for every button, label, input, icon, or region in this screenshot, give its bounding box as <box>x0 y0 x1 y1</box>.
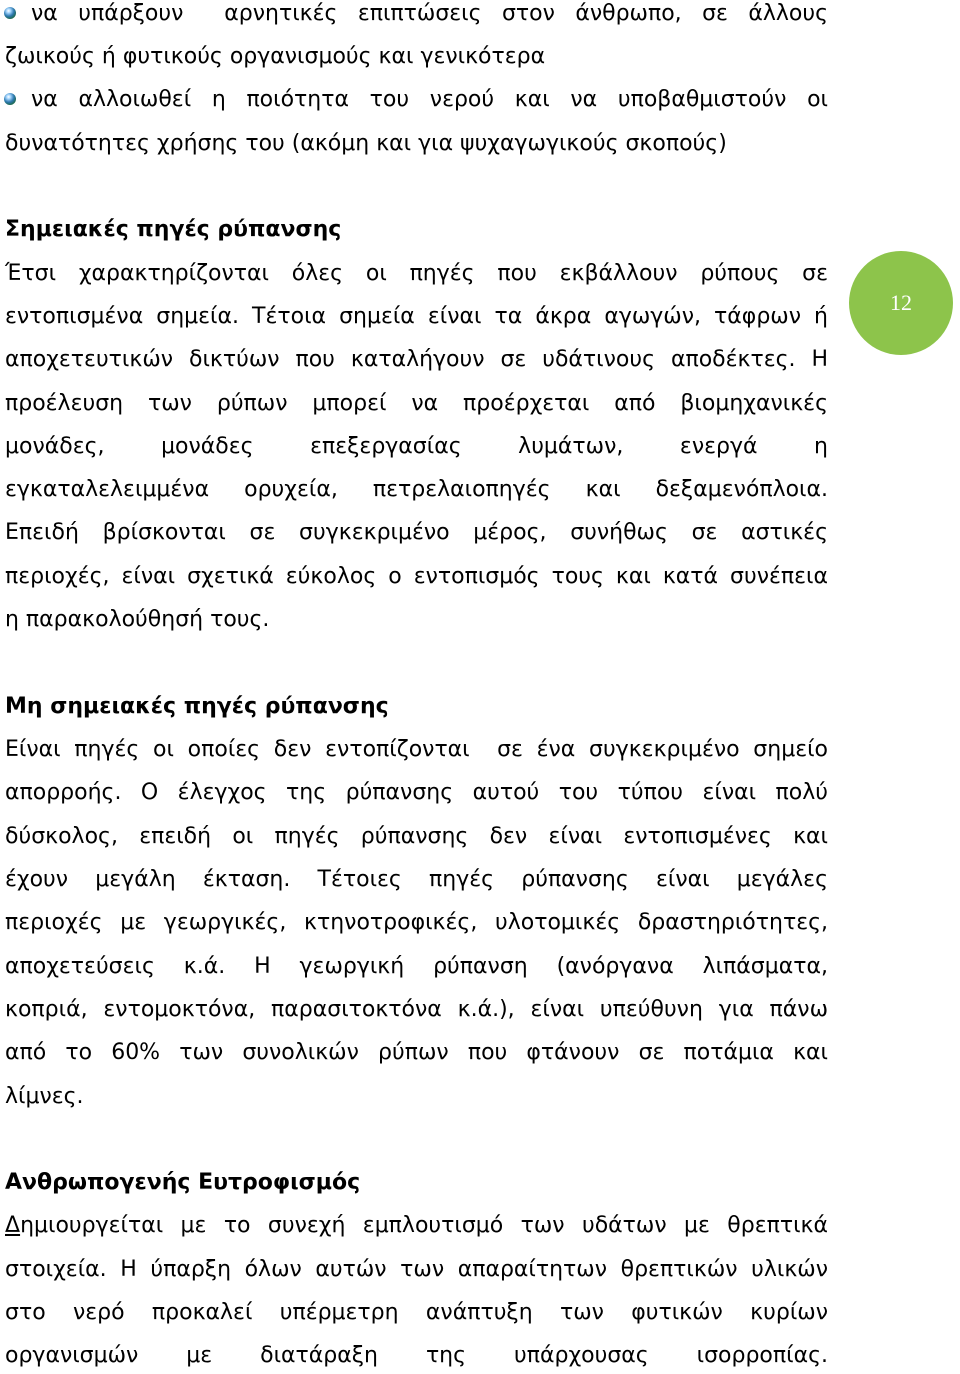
paragraph-line: στοιχεία. Η ύπαρξη όλων αυτών των απαραίτητων θρεπτικών υλικών <box>5 1256 828 1282</box>
section-paragraph-eutrophication <box>5 1204 828 1370</box>
paragraph-line: Επειδή βρίσκονται σε συγκεκριμένο μέρος, συνήθως σε αστικές <box>5 520 828 546</box>
sphere-bullet-icon <box>4 7 16 19</box>
paragraph-line: Δημιουργείται με το συνεχή εμπλουτισμό των υδάτων με θρεπτικά <box>5 1213 828 1239</box>
section-paragraph-non-point-sources <box>5 728 828 1118</box>
paragraph-line: Είναι πηγές οι οποίες δεν εντοπίζονται σε ένα συγκεκριμένο σημείο <box>5 737 828 763</box>
paragraph-line: προέλευση των ρύπων μπορεί να προέρχεται από βιομηχανικές <box>5 390 828 416</box>
page-content <box>5 0 828 1370</box>
bullet-item <box>5 78 828 165</box>
paragraph-line: απορροής. Ο έλεγχος της ρύπανσης αυτού του τύπου είναι πολύ <box>5 780 828 806</box>
page-number-badge <box>849 251 953 355</box>
page-number: 12 <box>890 290 912 315</box>
section-heading-point-sources: Σημειακές πηγές ρύπανσης <box>5 217 342 243</box>
bullet-line <box>5 0 828 35</box>
section-paragraph-point-sources <box>5 252 828 642</box>
paragraph-line: αποχετεύσεις κ.ά. Η γεωργική ρύπανση (ανόργανα λιπάσματα, <box>5 953 828 979</box>
paragraph-line: η παρακολούθησή τους. <box>5 607 270 633</box>
paragraph-line: οργανισμών με διατάραξη της υπάρχουσας ισορροπίας. <box>5 1343 828 1369</box>
bullet-line: ζωικούς ή φυτικούς οργανισμούς και γενικότερα <box>5 44 546 70</box>
paragraph-line: περιοχές με γεωργικές, κτηνοτροφικές, υλοτομικές δραστηριότητες, <box>5 910 828 936</box>
paragraph-line: λίμνες. <box>5 1083 84 1109</box>
paragraph-line: κοπριά, εντομοκτόνα, παρασιτοκτόνα κ.ά.), είναι υπεύθυνη για πάνω <box>5 996 828 1022</box>
paragraph-line: έχουν μεγάλη έκταση. Τέτοιες πηγές ρύπανσης είναι μεγάλες <box>5 866 828 892</box>
paragraph-line: εγκαταλελειμμένα ορυχεία, πετρελαιοπηγές και δεξαμενόπλοια. <box>5 477 828 503</box>
paragraph-line: αποχετευτικών δικτύων που καταλήγουν σε υδάτινους αποδέκτες. Η <box>5 347 828 373</box>
paragraph-line: στο νερό προκαλεί υπέρμετρη ανάπτυξη των φυτικών κυρίων <box>5 1300 828 1326</box>
paragraph-line: εντοπισμένα σημεία. Τέτοια σημεία είναι τα άκρα αγωγών, τάφρων ή <box>5 303 828 329</box>
bullet-line <box>5 78 828 121</box>
bullet-line: δυνατότητες χρήσης του (ακόμη και για ψυχαγωγικούς σκοπούς) <box>5 130 727 156</box>
paragraph-line: από το 60% των συνολικών ρύπων που φτάνουν σε ποτάμια και <box>5 1040 828 1066</box>
paragraph-line: Έτσι χαρακτηρίζονται όλες οι πηγές που εκβάλλουν ρύπους σε <box>5 260 828 286</box>
sphere-bullet-icon <box>4 93 16 105</box>
bullet-text: να αλλοιωθεί η ποιότητα του νερού και να υποβαθμιστούν οι <box>31 87 828 113</box>
paragraph-line: μονάδες, μονάδες επεξεργασίας λυμάτων, ενεργά η <box>5 433 828 459</box>
paragraph-line: δύσκολος, επειδή οι πηγές ρύπανσης δεν είναι εντοπισμένες και <box>5 823 828 849</box>
bullet-item <box>5 0 828 78</box>
bullet-text: να υπάρξουν αρνητικές επιπτώσεις στον άνθρωπο, σε άλλους <box>31 0 828 26</box>
section-heading-non-point-sources: Μη σημειακές πηγές ρύπανσης <box>5 693 389 719</box>
section-heading-eutrophication: Ανθρωπογενής Ευτροφισμός <box>5 1170 361 1196</box>
paragraph-line: περιοχές, είναι σχετικά εύκολος ο εντοπισμός τους και κατά συνέπεια <box>5 563 828 589</box>
